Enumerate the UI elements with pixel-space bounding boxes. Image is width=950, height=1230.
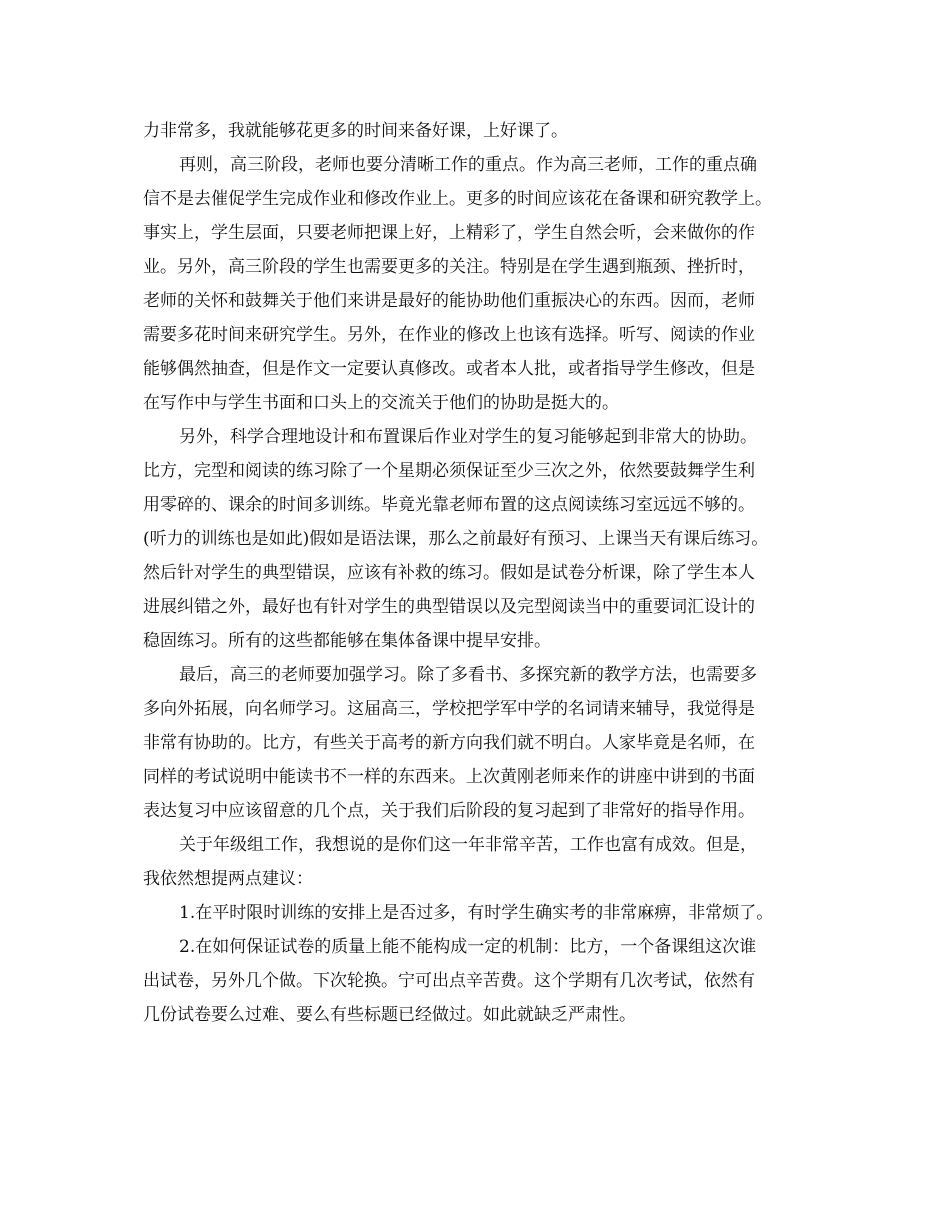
text-line: 事实上，学生层面，只要老师把课上好，上精彩了，学生自然会听，会来做你的作 <box>143 223 755 243</box>
text-line: 力非常多，我就能够花更多的时间来备好课，上好课了。 <box>143 121 568 141</box>
text-line: 我依然想提两点建议： <box>143 869 313 889</box>
paragraph-start-line: 另外，科学合理地设计和布置课后作业对学生的复习能够起到非常大的协助。 <box>179 427 757 447</box>
text-line: 比方，完型和阅读的练习除了一个星期必须保证至少三次之外，依然要鼓舞学生利 <box>143 461 755 481</box>
paragraph-start-line: 再则，高三阶段，老师也要分清晰工作的重点。作为高三老师，工作的重点确 <box>179 155 757 175</box>
text-line: 能够偶然抽查，但是作文一定要认真修改。或者本人批，或者指导学生修改，但是 <box>143 359 755 379</box>
text-line: 进展纠错之外，最好也有针对学生的典型错误以及完型阅读当中的重要词汇设计的 <box>143 597 755 617</box>
document-body <box>143 114 823 1032</box>
text-line: 老师的关怀和鼓舞关于他们来讲是最好的能协助他们重振决心的东西。因而，老师 <box>143 291 755 311</box>
text-line: 用零碎的、课余的时间多训练。毕竟光靠老师布置的这点阅读练习室远远不够的。 <box>143 495 755 515</box>
numbered-item-2: 2.在如何保证试卷的质量上能不能构成一定的机制：比方，一个备课组这次谁 <box>179 937 757 957</box>
text-line: 稳固练习。所有的这些都能够在集体备课中提早安排。 <box>143 631 551 651</box>
text-line: 出试卷，另外几个做。下次轮换。宁可出点辛苦费。这个学期有几次考试，依然有 <box>143 971 755 991</box>
text-line: 需要多花时间来研究学生。另外，在作业的修改上也该有选择。听写、阅读的作业 <box>143 325 755 345</box>
text-line: 业。另外，高三阶段的学生也需要更多的关注。特别是在学生遇到瓶颈、挫折时， <box>143 257 755 277</box>
paragraph-start-line: 最后，高三的老师要加强学习。除了多看书、多探究新的教学方法，也需要多 <box>179 665 757 685</box>
numbered-item-1: 1.在平时限时训练的安排上是否过多，有时学生确实考的非常麻痹，非常烦了。 <box>179 903 774 923</box>
text-line: 非常有协助的。比方，有些关于高考的新方向我们就不明白。人家毕竟是名师，在 <box>143 733 755 753</box>
text-line: 同样的考试说明中能读书不一样的东西来。上次黄刚老师来作的讲座中讲到的书面 <box>143 767 755 787</box>
text-line: 表达复习中应该留意的几个点，关于我们后阶段的复习起到了非常好的指导作用。 <box>143 801 755 821</box>
text-line: 在写作中与学生书面和口头上的交流关于他们的协助是挺大的。 <box>143 393 619 413</box>
text-line: 信不是去催促学生完成作业和修改作业上。更多的时间应该花在备课和研究教学上。 <box>143 189 772 209</box>
text-line: (听力的训练也是如此)假如是语法课，那么之前最好有预习、上课当天有课后练习。 <box>143 529 769 549</box>
text-line: 然后针对学生的典型错误，应该有补救的练习。假如是试卷分析课，除了学生本人 <box>143 563 755 583</box>
text-line: 几份试卷要么过难、要么有些标题已经做过。如此就缺乏严肃性。 <box>143 1005 636 1025</box>
paragraph-start-line: 关于年级组工作，我想说的是你们这一年非常辛苦，工作也富有成效。但是， <box>179 835 757 855</box>
text-line: 多向外拓展，向名师学习。这届高三，学校把学军中学的名词请来辅导，我觉得是 <box>143 699 755 719</box>
